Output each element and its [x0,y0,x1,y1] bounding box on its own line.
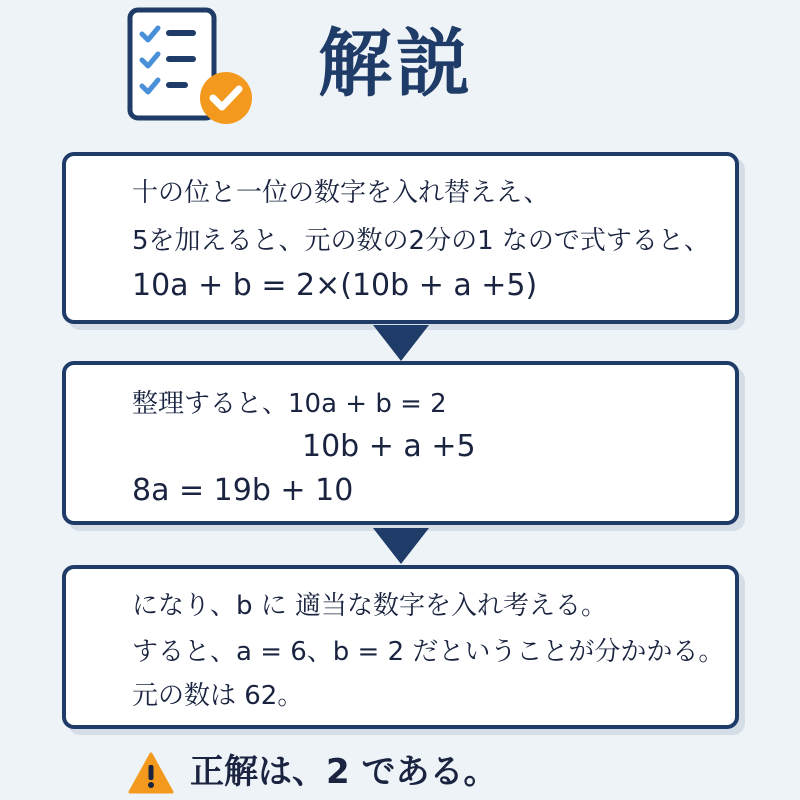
step3-line-3: 元の数は 62。 [132,681,304,711]
answer-text: 正解は、2 である。 [190,752,498,792]
step3-line-1: になり、b に 適当な数字を入れ考える。 [132,591,608,621]
explanation-step-1 [62,152,739,324]
step1-line-2: 5を加えると、元の数の2分の1 なので式すると、 [132,226,710,256]
explanation-step-2 [62,361,739,525]
step2-line-2: 10b + a +5 [302,429,476,464]
down-arrow-icon [373,325,429,361]
step1-equation: 10a + b = 2×(10b + a +5) [132,268,538,303]
step2-equation: 8a = 19b + 10 [132,473,354,508]
explanation-step-3 [62,565,739,729]
page-title: 解説 [318,21,474,107]
step3-line-2: すると、a = 6、b = 2 だということが分かかる。 [132,637,725,667]
warning-icon [128,752,174,794]
down-arrow-icon [373,528,429,564]
step2-line-1: 整理すると、10a + b = 2 [132,389,447,419]
step1-line-1: 十の位と一位の数字を入れ替ええ、 [132,178,550,208]
checklist-check-icon [126,6,256,126]
